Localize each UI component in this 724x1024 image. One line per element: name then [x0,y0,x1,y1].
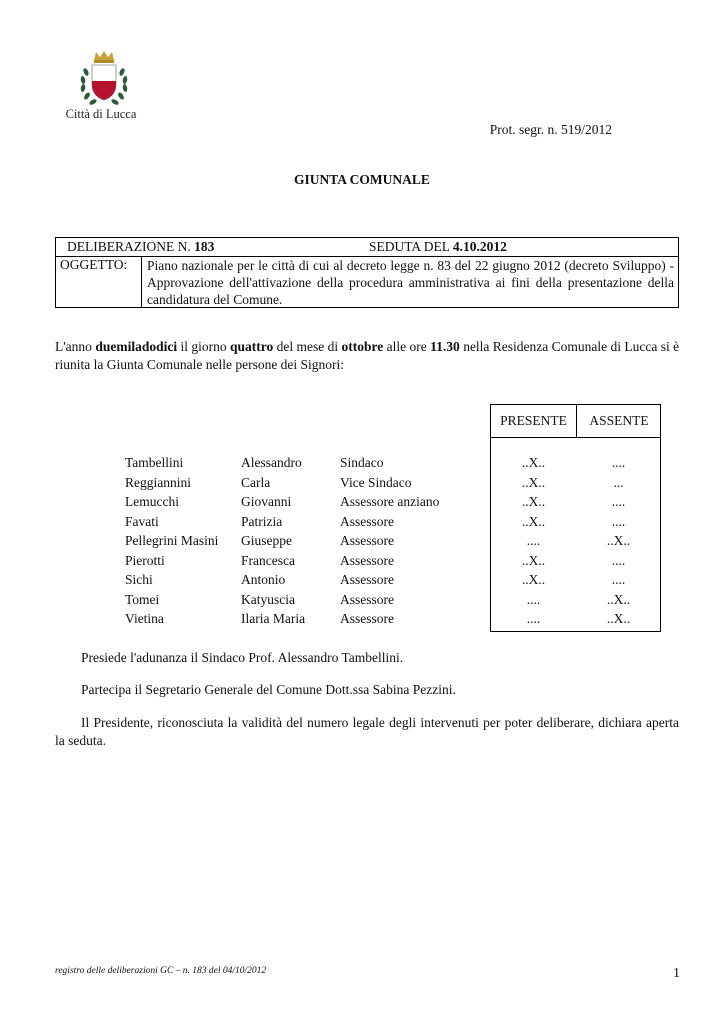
member-role: Assessore [340,572,394,587]
logo-caption: Città di Lucca [65,107,137,121]
intro-text-4: alle ore [386,339,427,354]
session-label: SEDUTA DEL [369,239,450,254]
member-role: Vice Sindaco [340,474,412,490]
member-role: Assessore [340,611,394,626]
member-absent: .... [611,552,626,568]
footer-register: registro delle deliberazioni GC – n. 183 del 04/10/2012 [55,966,267,976]
member-absent: ..X.. [606,611,631,626]
deliberation-number [67,239,214,255]
member-absent: ..X.. [606,591,631,607]
member-row [0,514,724,534]
member-name: Carla [241,474,271,490]
member-name: Alessandro [241,455,302,470]
session-date [369,239,507,255]
intro-text-1: L'anno [55,339,92,354]
member-row [0,592,724,612]
member-row [0,611,724,631]
member-absent: .... [611,513,626,529]
member-absent: ... [613,474,624,490]
member-row [0,533,724,553]
member-row [0,455,724,475]
secretary-paragraph: Partecipa il Segretario Generale del Comune Dott.ssa Sabina Pezzini. [81,682,456,697]
member-absent: ..X.. [606,533,631,548]
member-name: Antonio [241,572,286,587]
member-role: Assessore anziano [340,494,440,509]
member-role: Sindaco [340,455,384,470]
member-surname: Favati [125,513,159,529]
member-absent: .... [611,494,626,509]
member-surname: Tambellini [125,455,184,470]
deliberation-number-label: DELIBERAZIONE N. [67,239,191,254]
intro-text-2: il giorno [180,339,227,354]
member-present: .... [526,591,541,607]
intro-paragraph [55,338,679,374]
page-number: 1 [673,966,680,981]
page-title: GIUNTA COMUNALE [294,172,430,187]
attendance-header [491,405,660,438]
member-present: ..X.. [521,494,546,509]
presides-paragraph: Presiede l'adunanza il Sindaco Prof. Alessandro Tambellini. [81,650,404,665]
intro-text-3: del mese di [276,339,339,354]
column-absent: ASSENTE [589,413,649,428]
subject-label: OGGETTO: [60,257,128,272]
member-surname: Vietina [125,611,164,626]
member-surname: Pellegrini Masini [125,533,219,548]
member-absent: .... [611,572,626,587]
member-role: Assessore [340,552,394,568]
member-surname: Reggiannini [125,474,191,490]
member-role: Assessore [340,591,394,607]
member-name: Patrizia [241,513,283,529]
member-row [0,553,724,573]
protocol-number: Prot. segr. n. 519/2012 [489,122,612,137]
member-surname: Lemucchi [125,494,179,509]
member-surname: Pierotti [125,552,165,568]
member-row [0,494,724,514]
subject-divider [141,257,142,307]
member-name: Ilaria Maria [241,611,306,626]
member-present: .... [526,533,541,548]
member-role: Assessore [340,533,394,548]
deliberation-header [56,238,678,257]
member-surname: Tomei [125,591,160,607]
member-present: .... [526,611,541,626]
opening-paragraph: Il Presidente, riconosciuta la validità del numero legale degli intervenuti per poter deliberare, dichiara aperta la seduta. [55,715,679,748]
intro-day: quattro [229,339,274,354]
member-surname: Sichi [125,572,153,587]
subject-row [56,257,678,307]
column-present: PRESENTE [500,413,567,428]
member-present: ..X.. [521,474,546,490]
intro-time: 11.30 [430,339,460,354]
member-name: Giuseppe [241,533,292,548]
member-present: ..X.. [521,513,546,529]
member-present: ..X.. [521,552,546,568]
member-name: Francesca [241,552,295,568]
subject-text: Piano nazionale per le città di cui al decreto legge n. 83 del 22 giugno 2012 (decreto Sviluppo) - Approvazione dell'attivazione della procedura amministrativa ai fini della presentazione della candidatura del Comune. [147,258,674,307]
intro-text-5: nella Residenza Comunale di Lucca si è riunita la Giunta Comunale nelle persone dei Signori: [55,339,680,372]
member-present: ..X.. [521,455,546,470]
member-role: Assessore [340,513,394,529]
intro-year: duemiladodici [95,339,178,354]
member-row [0,572,724,592]
intro-month: ottobre [341,339,384,354]
deliberation-box [55,237,679,308]
deliberation-number-value: 183 [194,239,215,254]
member-present: ..X.. [521,572,546,587]
member-name: Giovanni [241,494,292,509]
session-date-value: 4.10.2012 [452,239,507,254]
member-row [0,475,724,495]
member-absent: .... [611,455,626,470]
member-name: Katyuscia [241,591,295,607]
